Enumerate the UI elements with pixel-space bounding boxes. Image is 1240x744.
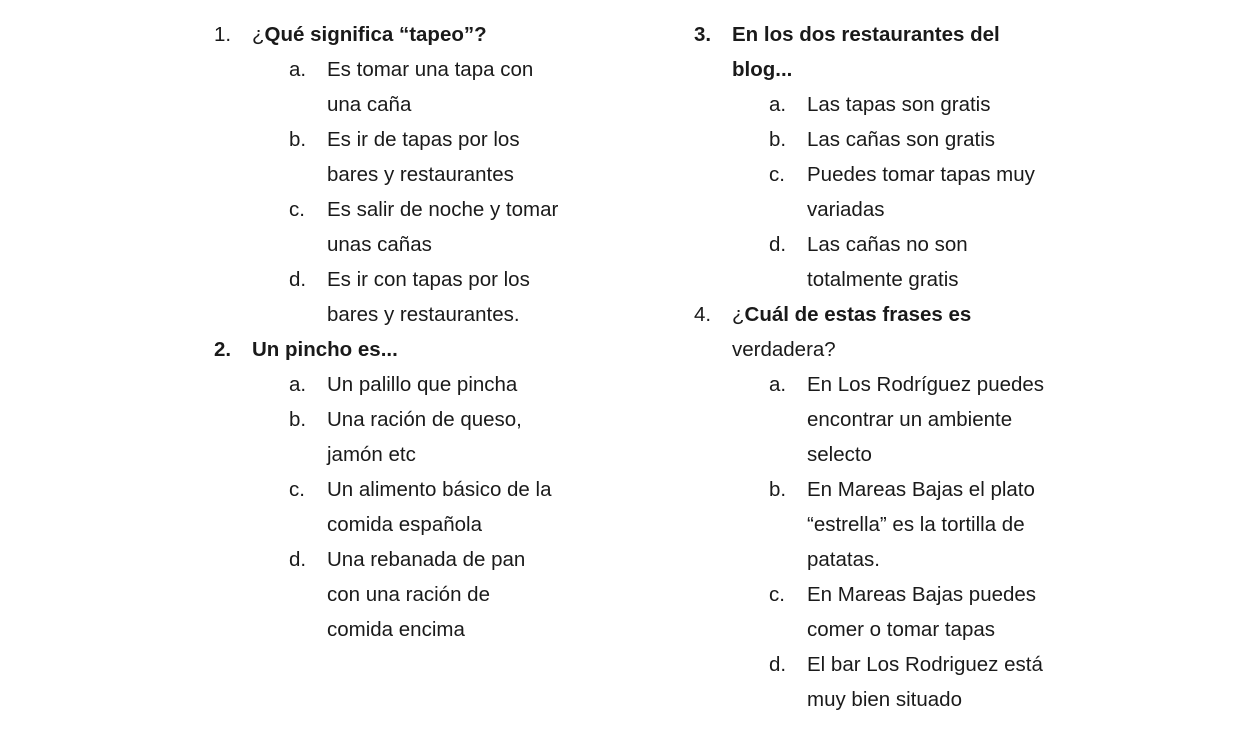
option-text: muy bien situado [807,688,962,711]
option-4d [694,647,1114,682]
option-letter: b. [769,478,787,501]
option-3c [694,157,1114,192]
question-3-stem-cont [694,52,1114,87]
option-1b [214,122,634,157]
option-text: una caña [327,93,412,116]
right-column [694,17,1114,717]
option-letter: c. [769,163,785,186]
option-text: comida encima [327,618,465,641]
question-number: 4. [694,303,712,326]
question-1-stem [214,17,634,52]
option-text: jamón etc [327,443,416,466]
question-3-stem [694,17,1114,52]
option-letter: b. [289,408,307,431]
option-letter: a. [769,93,787,116]
option-text: En Mareas Bajas puedes [807,583,1037,606]
option-2c [214,472,634,507]
option-letter: d. [289,548,307,571]
option-4b [694,472,1114,507]
option-4d-cont [694,682,1114,717]
question-4-stem [694,297,1114,332]
option-letter: c. [289,198,305,221]
option-text: En Mareas Bajas el plato [807,478,1035,501]
option-text: comida española [327,513,482,536]
option-letter: d. [769,233,787,256]
question-number: 1. [214,23,232,46]
option-4b-cont [694,542,1114,577]
option-2c-cont [214,507,634,542]
option-1a [214,52,634,87]
option-3b [694,122,1114,157]
option-1c-cont [214,227,634,262]
option-text: Puedes tomar tapas muy [807,163,1035,186]
option-text: Es ir con tapas por los [327,268,530,291]
option-4b-cont [694,507,1114,542]
option-3a [694,87,1114,122]
option-text: Una rebanada de pan [327,548,526,571]
option-letter: b. [769,128,787,151]
option-2b-cont [214,437,634,472]
option-text: Las cañas no son [807,233,968,256]
option-letter: a. [289,58,307,81]
option-text: Las tapas son gratis [807,93,991,116]
option-4a-cont [694,402,1114,437]
option-1b-cont [214,157,634,192]
option-2d-cont [214,577,634,612]
question-text: En los dos restaurantes del [732,23,1000,46]
option-4a [694,367,1114,402]
option-1c [214,192,634,227]
option-text: bares y restaurantes. [327,303,520,326]
option-text: Un alimento básico de la [327,478,552,501]
left-column [214,17,634,647]
option-1a-cont [214,87,634,122]
option-2a [214,367,634,402]
option-4c-cont [694,612,1114,647]
option-text: En Los Rodríguez puedes [807,373,1045,396]
option-letter: b. [289,128,307,151]
option-3d [694,227,1114,262]
option-2b [214,402,634,437]
option-text: Las cañas son gratis [807,128,996,151]
question-number: 3. [694,23,712,46]
option-text: selecto [807,443,872,466]
question-text: Cuál de estas frases es [744,303,972,326]
option-letter: d. [769,653,787,676]
option-2d [214,542,634,577]
option-1d [214,262,634,297]
option-4a-cont [694,437,1114,472]
question-text: Qué significa “tapeo”? [264,23,487,46]
option-letter: a. [769,373,787,396]
option-text: patatas. [807,548,880,571]
option-letter: c. [769,583,785,606]
question-text: blog... [732,58,793,81]
option-text: comer o tomar tapas [807,618,995,641]
option-text: con una ración de [327,583,490,606]
option-4c [694,577,1114,612]
option-letter: d. [289,268,307,291]
option-3d-cont [694,262,1114,297]
question-text: Un pincho es... [252,338,398,361]
option-text: Una ración de queso, [327,408,522,431]
option-text: Un palillo que pincha [327,373,518,396]
option-letter: c. [289,478,305,501]
option-text: Es tomar una tapa con [327,58,534,81]
question-4-stem-cont [694,332,1114,367]
question-text: verdadera? [732,338,836,361]
option-text: “estrella” es la tortilla de [807,513,1025,536]
option-text: encontrar un ambiente [807,408,1013,431]
option-text: Es salir de noche y tomar [327,198,559,221]
option-text: variadas [807,198,885,221]
option-text: Es ir de tapas por los [327,128,520,151]
option-text: bares y restaurantes [327,163,514,186]
question-2-stem [214,332,634,367]
question-number: 2. [214,338,232,361]
option-1d-cont [214,297,634,332]
option-2d-cont [214,612,634,647]
option-3c-cont [694,192,1114,227]
option-text: totalmente gratis [807,268,959,291]
option-text: El bar Los Rodriguez está [807,653,1043,676]
option-letter: a. [289,373,307,396]
question-prefix: ¿ [252,23,265,46]
question-prefix: ¿ [732,303,745,326]
option-text: unas cañas [327,233,432,256]
